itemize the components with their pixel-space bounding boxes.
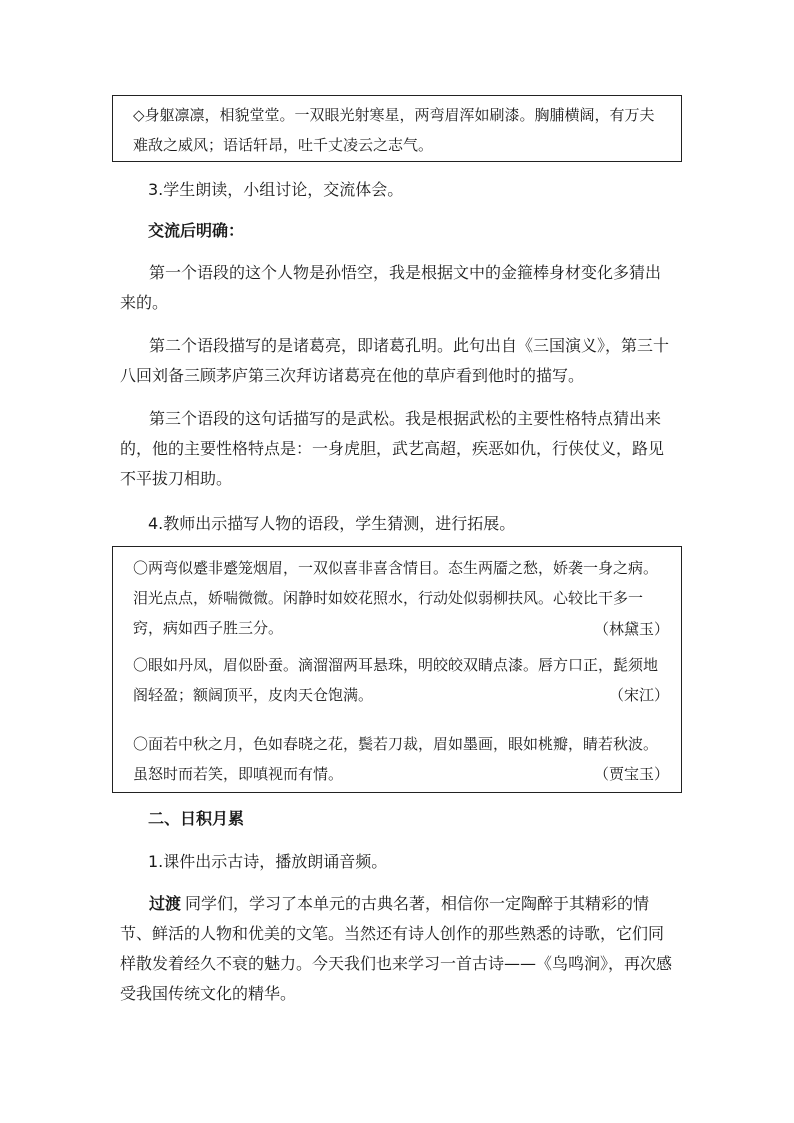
answer-paragraph-3 xyxy=(120,404,676,494)
transition-paragraph xyxy=(120,889,676,1009)
quote-entry-2-speaker: （宋江） xyxy=(569,680,669,710)
clarify-label: 交流后明确： xyxy=(148,221,245,240)
quote-entry-2 xyxy=(133,650,669,725)
answer-paragraph-2-text: 第二个语段描写的是诸葛亮，即诸葛孔明。此句出自《三国演义》，第三十八回刘备三顾茅庐第三次拜访诸葛亮在他的草庐看到他时的描写。 xyxy=(120,336,670,385)
quote-box-1-text: ◇身躯凛凛，相貌堂堂。一双眼光射寒星，两弯眉浑如刷漆。胸脯横阔，有万夫难敌之威风；语话轩昂，吐千丈凌云之志气。 xyxy=(133,106,655,154)
section-2-heading: 二、日积月累 xyxy=(148,809,245,828)
quote-entry-2-text: 〇眼如丹凤，眉似卧蚕。滴溜溜两耳悬珠，明皎皎双睛点漆。唇方口正，髭须地阁轻盈；额阔顶平，皮肉天仓饱满。 xyxy=(133,656,659,704)
quote-entry-3-text: 〇面若中秋之月，色如春晓之花，鬓若刀裁，眉如墨画，眼如桃瓣，睛若秋波。虽怒时而若笑，即嗔视而有情。 xyxy=(133,735,659,783)
answer-paragraph-1-text: 第一个语段的这个人物是孙悟空，我是根据文中的金箍棒身材变化多猜出来的。 xyxy=(120,263,662,312)
quote-entry-1-text: 〇两弯似蹙非蹙笼烟眉，一双似喜非喜含情目。态生两靥之愁，娇袭一身之病。泪光点点，娇喘微微。闲静时如姣花照水，行动处似弱柳扶风。心较比干多一窍，病如西子胜三分。 xyxy=(133,559,659,637)
quote-entry-1 xyxy=(133,553,669,646)
quote-entry-3-speaker: （贾宝玉） xyxy=(554,759,669,789)
quote-box-2 xyxy=(112,546,682,793)
step-3: 3.学生朗读，小组讨论，交流体会。 xyxy=(148,180,404,199)
answer-paragraph-3-text: 第三个语段的这句话描写的是武松。我是根据武松的主要性格特点猜出来的，他的主要性格特点是：一身虎胆，武艺高超，疾恶如仇，行侠仗义，路见不平拔刀相助。 xyxy=(120,409,665,488)
step-4: 4.教师出示描写人物的语段，学生猜测，进行拓展。 xyxy=(148,514,516,533)
quote-entry-1-speaker: （林黛玉） xyxy=(593,620,669,638)
transition-label: 过渡 xyxy=(149,894,182,913)
answer-paragraph-1 xyxy=(120,258,676,318)
quote-box-1 xyxy=(112,95,682,162)
answer-paragraph-2 xyxy=(120,331,676,391)
transition-text: 同学们，学习了本单元的古典名著，相信你一定陶醉于其精彩的情节、鲜活的人物和优美的文笔。当然还有诗人创作的那些熟悉的诗歌，它们同样散发着经久不衰的魅力。今天我们也来学习一首古诗——《鸟鸣涧》，再次感受我国传统文化的精华。 xyxy=(120,894,673,1003)
step-1: 1.课件出示古诗，播放朗诵音频。 xyxy=(148,852,388,871)
quote-entry-3 xyxy=(133,729,669,791)
